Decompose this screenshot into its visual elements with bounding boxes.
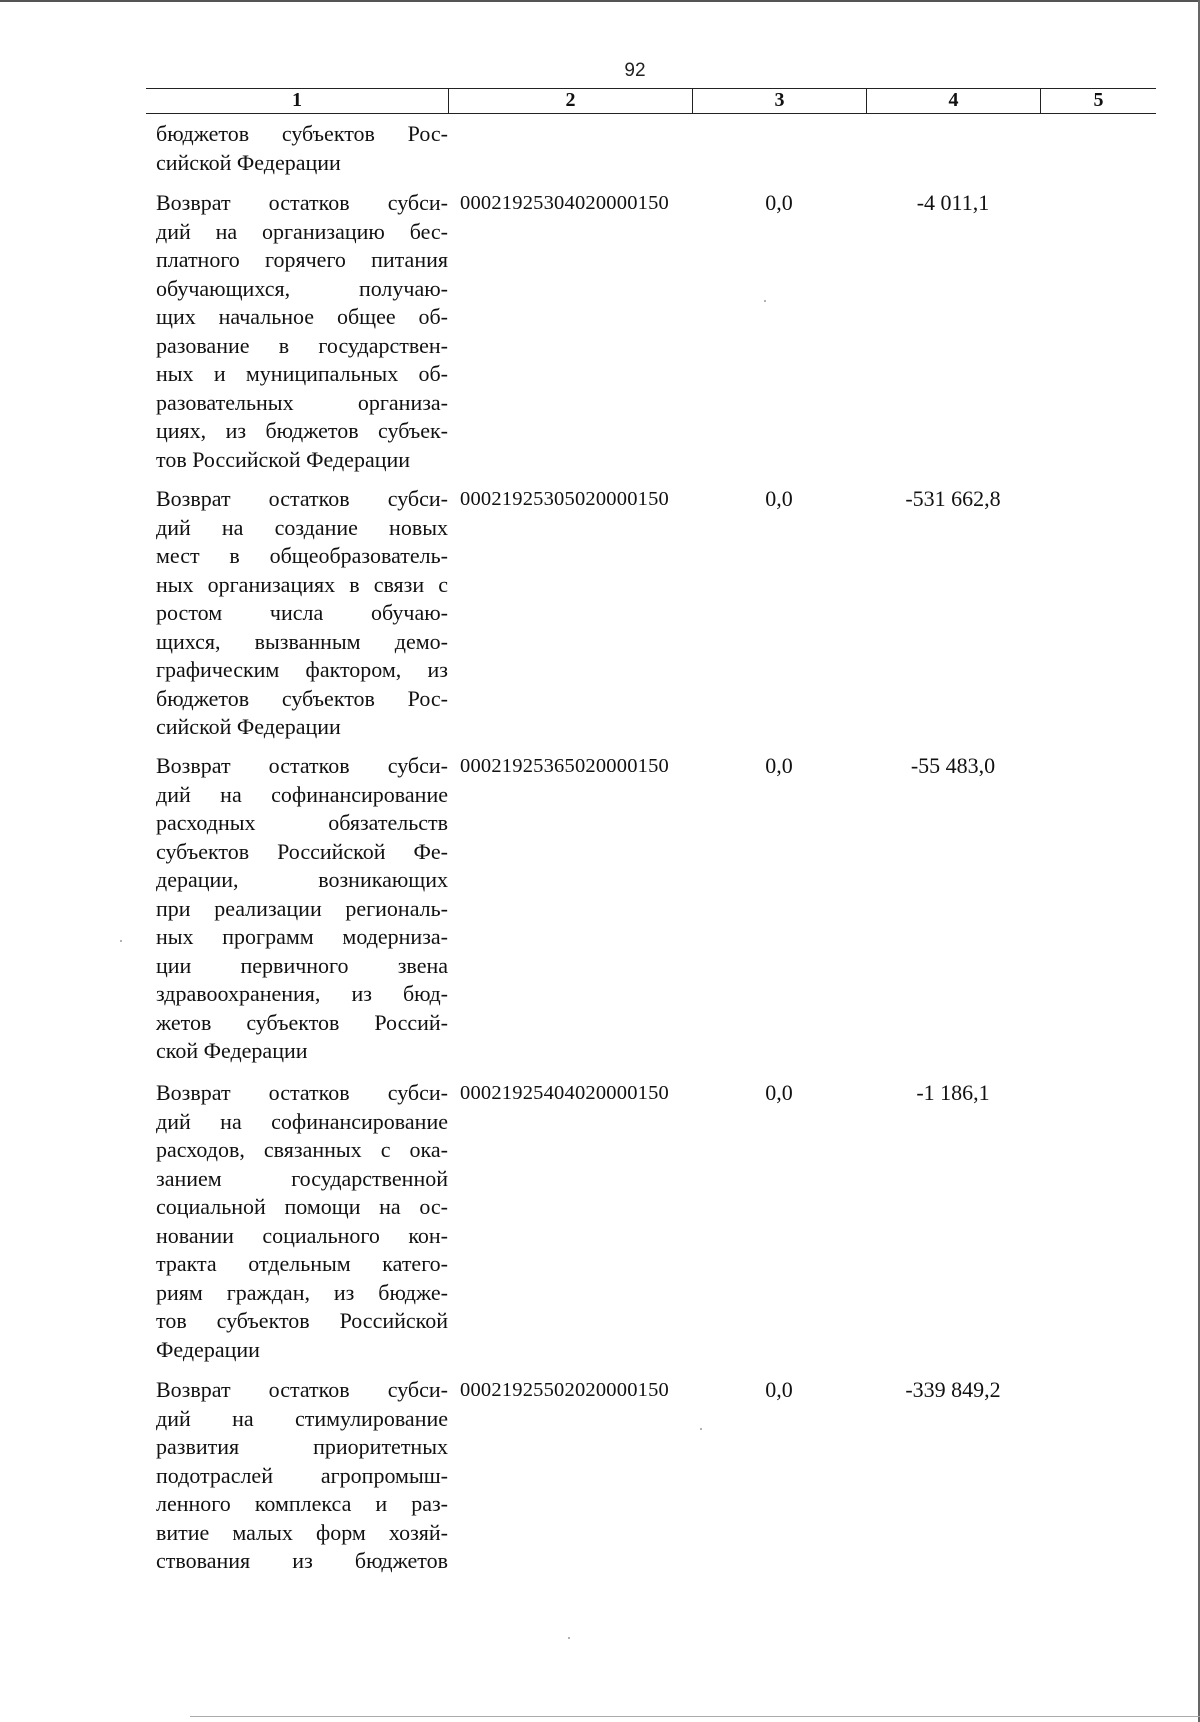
description-line: Возврат остатков субси- <box>156 1080 448 1105</box>
scan-speck <box>568 1637 570 1639</box>
budget-code: 00021925404020000150 <box>460 1082 669 1104</box>
description-line: тов Российской Федерации <box>156 446 411 472</box>
description-line: Возврат остатков субси- <box>156 1377 448 1402</box>
description-line: социальной помощи на ос- <box>156 1194 448 1219</box>
header-col-1: 1 <box>292 89 302 111</box>
budget-code: 00021925502020000150 <box>460 1379 669 1401</box>
description-line: бюджетов субъектов Рос- <box>156 685 448 711</box>
header-col-4: 4 <box>866 89 1040 113</box>
page-bottom-edge <box>190 1716 1200 1717</box>
value-col-4: -55 483,0 <box>910 753 996 778</box>
description-line: ленного комплекса и раз- <box>156 1491 448 1516</box>
description-line: тов субъектов Российской <box>156 1308 448 1333</box>
description-line: расходов, связанных с ока- <box>156 1137 448 1162</box>
value-col-3: 0,0 <box>765 753 793 778</box>
description-line: жетов субъектов Россий- <box>156 1009 448 1035</box>
value-col-3: 0,0 <box>765 1377 793 1402</box>
table-header <box>146 88 1156 114</box>
page-frame-top <box>0 0 1200 2</box>
header-col-5: 5 <box>1040 89 1156 113</box>
description-line: бюджетов субъектов Рос- <box>156 121 448 146</box>
description-line: дий на софинансирование <box>156 1108 448 1134</box>
description-line: ных организациях в связи с <box>156 571 448 597</box>
description-line: новании социального кон- <box>156 1222 448 1248</box>
description-line: дий на софинансирование <box>156 781 448 807</box>
value-col-3: 0,0 <box>765 190 793 215</box>
value-col-4: -339 849,2 <box>905 1377 1001 1402</box>
value-col-4: -1 186,1 <box>916 1080 990 1105</box>
description-line: ствования из бюджетов <box>156 1548 448 1573</box>
page-number: 92 <box>624 60 646 81</box>
row-description <box>156 120 448 177</box>
description-line: занием государственной <box>156 1165 448 1191</box>
description-line: субъектов Российской Фе- <box>156 838 448 864</box>
row-description <box>156 752 448 1066</box>
budget-code: 00021925304020000150 <box>460 192 669 214</box>
row-description <box>156 1079 448 1364</box>
description-line: разование в государствен- <box>156 332 448 358</box>
description-line: Федерации <box>156 1336 260 1362</box>
description-line: Возврат остатков субси- <box>156 190 448 215</box>
description-line: развития приоритетных <box>156 1434 448 1459</box>
description-line: расходных обязательств <box>156 810 448 835</box>
description-line: дерации, возникающих <box>156 867 448 892</box>
description-line: ных и муниципальных об- <box>156 361 448 386</box>
value-col-4: -4 011,1 <box>916 190 990 215</box>
scan-speck <box>120 940 122 942</box>
description-line: дий на создание новых <box>156 514 448 540</box>
budget-code: 00021925305020000150 <box>460 488 669 510</box>
description-line: подотраслей агропромыш- <box>156 1462 448 1488</box>
description-line: сийской Федерации <box>156 714 341 739</box>
description-line: циях, из бюджетов субъек- <box>156 418 448 443</box>
value-col-3: 0,0 <box>765 486 793 511</box>
description-line: платного горячего питания <box>156 247 448 272</box>
description-line: дий на стимулирование <box>156 1405 448 1431</box>
description-line: при реализации региональ- <box>156 895 448 921</box>
description-line: ных программ модерниза- <box>156 924 448 949</box>
header-col-3: 3 <box>692 89 866 113</box>
description-line: разовательных организа- <box>156 389 448 415</box>
description-line: дий на организацию бес- <box>156 218 448 244</box>
description-line: щихся, вызванным демо- <box>156 628 448 654</box>
description-line: сийской Федерации <box>156 149 341 175</box>
description-line: Возврат остатков субси- <box>156 753 448 778</box>
budget-code: 00021925365020000150 <box>460 755 669 777</box>
description-line: мест в общеобразователь- <box>156 543 448 568</box>
row-description <box>156 189 448 474</box>
description-line: витие малых форм хозяй- <box>156 1519 448 1545</box>
description-line: тракта отдельным катего- <box>156 1251 448 1276</box>
description-line: Возврат остатков субси- <box>156 486 448 511</box>
description-line: ции первичного звена <box>156 952 448 978</box>
value-col-4: -531 662,8 <box>905 486 1001 511</box>
description-line: риям граждан, из бюдже- <box>156 1279 448 1305</box>
description-line: обучающихся, получаю- <box>156 275 448 301</box>
description-line: ростом числа обучаю- <box>156 600 448 625</box>
description-line: графическим фактором, из <box>156 657 448 682</box>
scan-speck <box>764 300 766 302</box>
description-line: щих начальное общее об- <box>156 304 448 329</box>
description-line: здравоохранения, из бюд- <box>156 981 448 1006</box>
row-description <box>156 485 448 742</box>
description-line: ской Федерации <box>156 1038 308 1063</box>
header-col-2: 2 <box>448 89 692 113</box>
row-description <box>156 1376 448 1576</box>
scan-speck <box>700 1428 702 1430</box>
value-col-3: 0,0 <box>765 1080 793 1105</box>
